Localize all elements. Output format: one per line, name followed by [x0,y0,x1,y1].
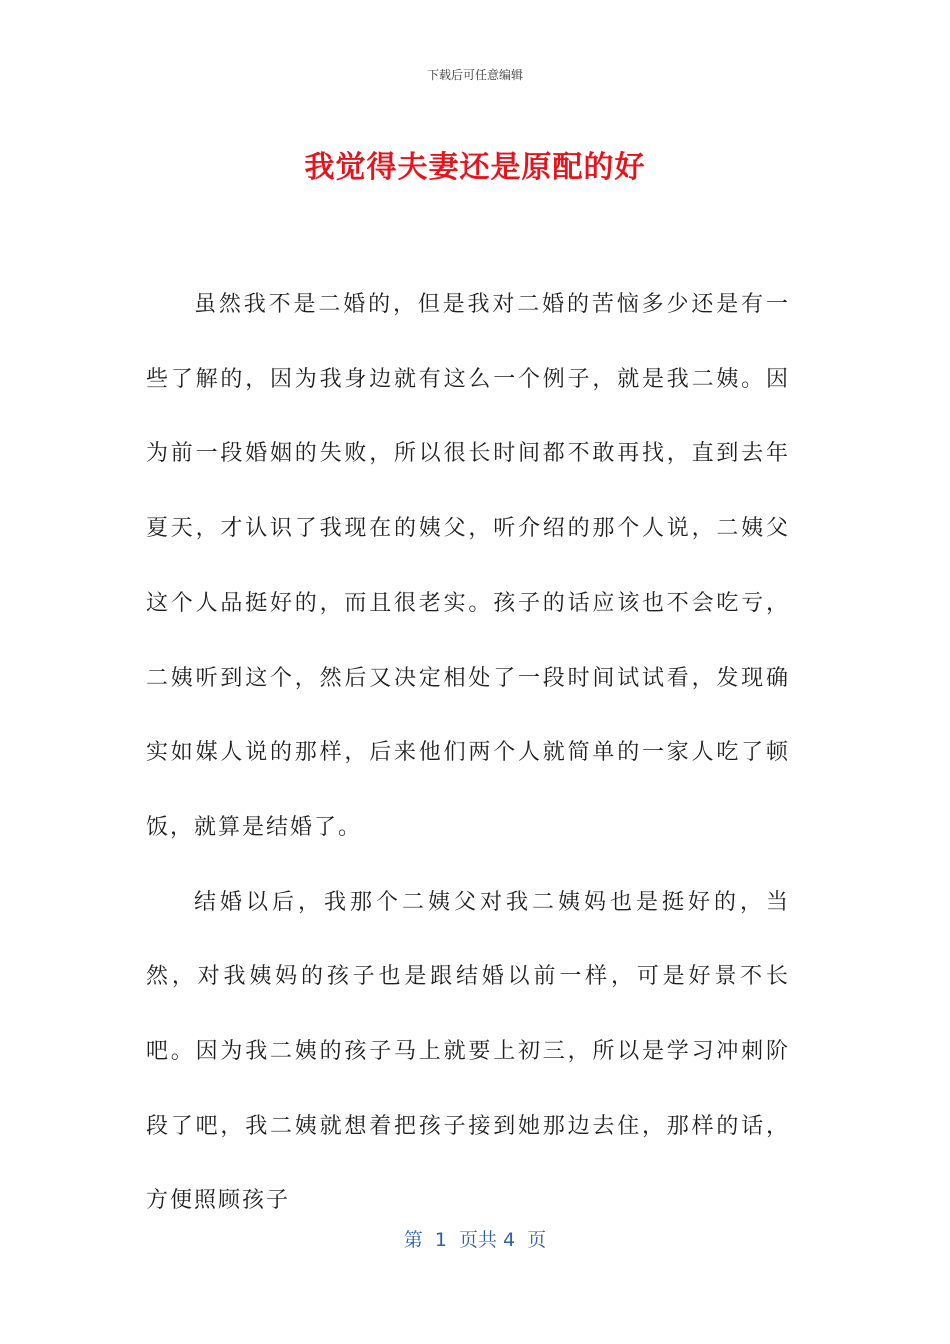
header-note: 下载后可任意编辑 [426,68,523,82]
document-body [146,268,790,1239]
document-title: 我觉得夫妻还是原配的好 [304,150,646,185]
paragraph-2: 结婚以后，我那个二姨父对我二姨妈也是挺好的，当然，对我姨妈的孩子也是跟结婚以前一样，可是好景不长吧。因为我二姨的孩子马上就要上初三，所以是学习冲刺阶段了吧，我二姨就想着把孩子接到她那边去住，那样的话，方便照顾孩子 [146,889,790,1214]
page-number-footer: 第 1 页共 4 页 [403,1229,547,1251]
paragraph-1: 虽然我不是二婚的，但是我对二婚的苦恼多少还是有一些了解的，因为我身边就有这么一个例子，就是我二姨。因为前一段婚姻的失败，所以很长时间都不敢再找，直到去年夏天，才认识了我现在的姨父，听介绍的那个人说，二姨父这个人品挺好的，而且很老实。孩子的话应该也不会吃亏，二姨听到这个，然后又决定相处了一段时间试试看，发现确实如媒人说的那样，后来他们两个人就简单的一家人吃了顿饭，就算是结婚了。 [146,292,790,840]
